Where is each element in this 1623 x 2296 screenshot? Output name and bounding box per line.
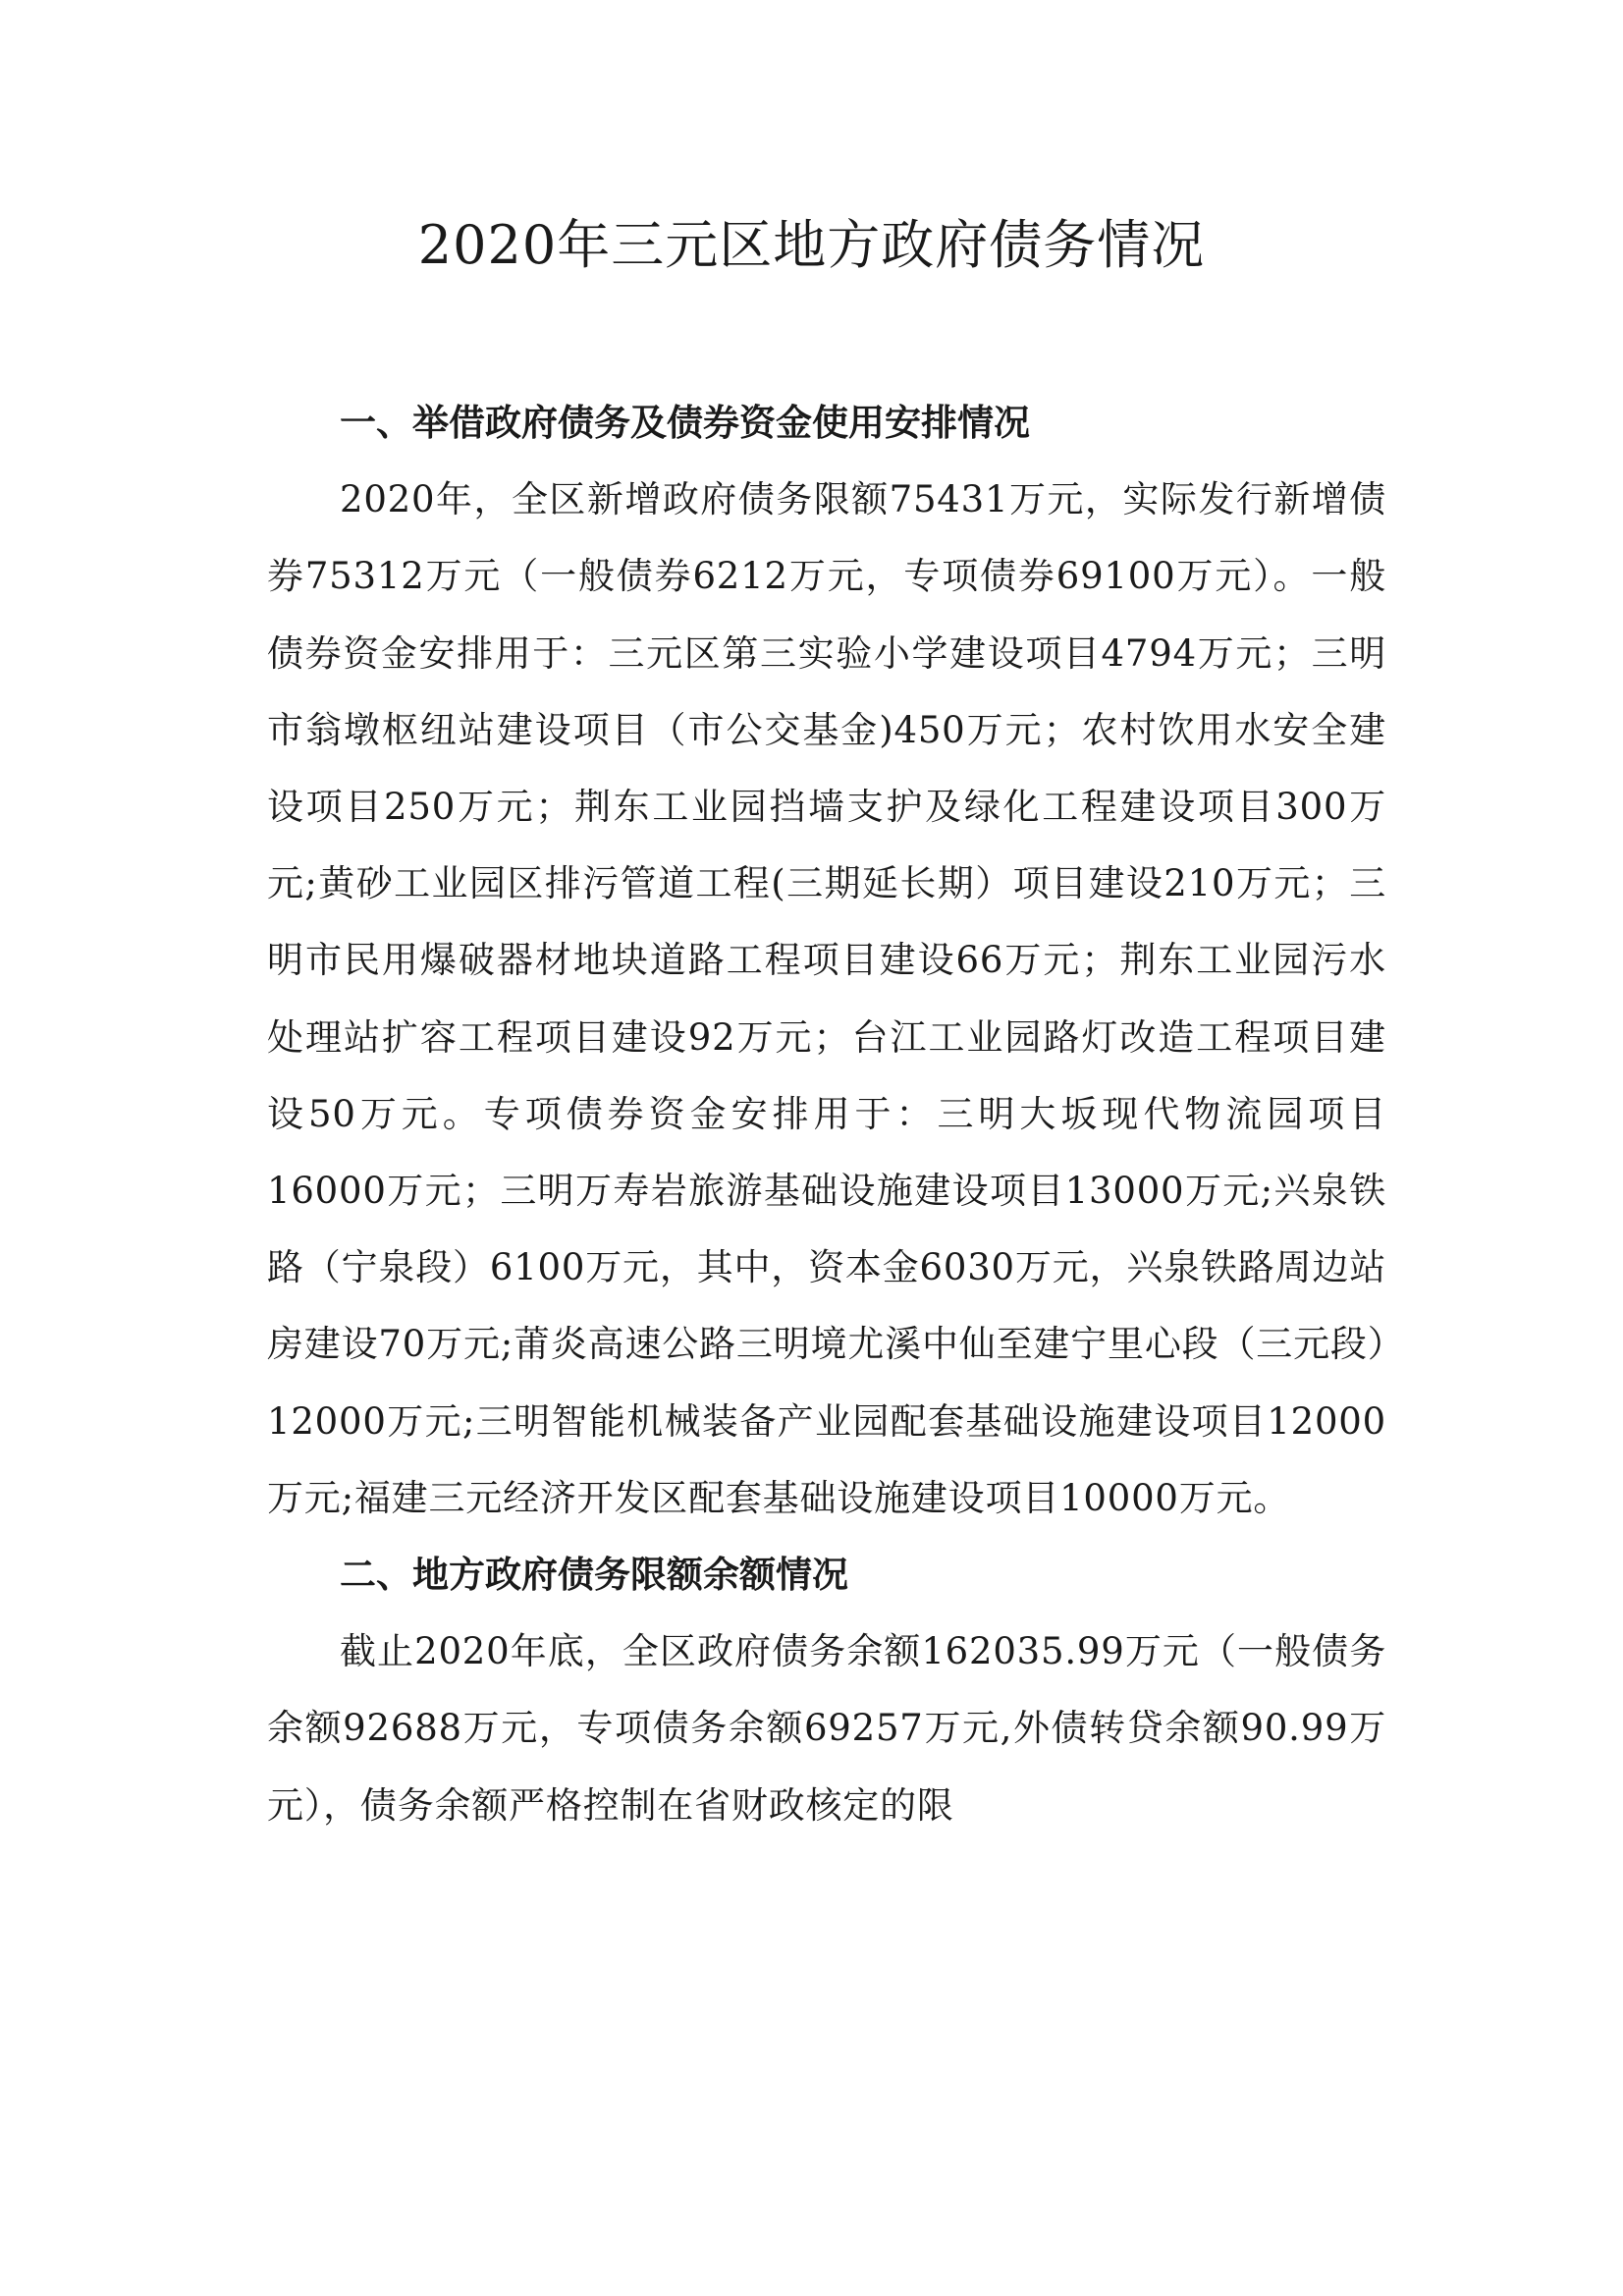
document-title: 2020年三元区地方政府债务情况 (417, 214, 1206, 276)
section-paragraph: 截止2020年底，全区政府债务余额162035.99万元（一般债务余额92688万元，专项债务余额69257万元,外债转贷余额90.99万元），债务余额严格控制在省财政核定的限 (267, 1630, 1386, 1827)
document-body (267, 385, 1386, 1844)
section-heading: 二、地方政府债务限额余额情况 (340, 1554, 848, 1597)
section-paragraph: 2020年，全区新增政府债务限额75431万元，实际发行新增债券75312万元（一般债券6212万元，专项债券69100万元）。一般债券资金安排用于：三元区第三实验小学建设项目4794万元；三明市翁墩枢纽站建设项目（市公交基金)450万元；农村饮用水安全建设项目250万元；荆东工业园挡墙支护及绿化工程建设项目300万元;黄砂工业园区排污管道工程(三期延长期）项目建设210万元；三明市民用爆破器材地块道路工程项目建设66万元；荆东工业园污水处理站扩容工程项目建设92万元；台江工业园路灯改造工程项目建设50万元。专项债券资金安排用于：三明大坂现代物流园项目16000万元；三明万寿岩旅游基础设施建设项目13000万元;兴泉铁路（宁泉段）6100万元，其中，资本金6030万元，兴泉铁路周边站房建设70万元;莆炎高速公路三明境尤溪中仙至建宁里心段（三元段）12000万元;三明智能机械装备产业园配套基础设施建设项目12000万元;福建三元经济开发区配套基础设施建设项目10000万元。 (267, 478, 1386, 1519)
section-heading: 一、举借政府债务及债券资金使用安排情况 (340, 402, 1030, 444)
section-debt-limit-balance (267, 1537, 1386, 1844)
section-borrowing (267, 385, 1386, 1537)
